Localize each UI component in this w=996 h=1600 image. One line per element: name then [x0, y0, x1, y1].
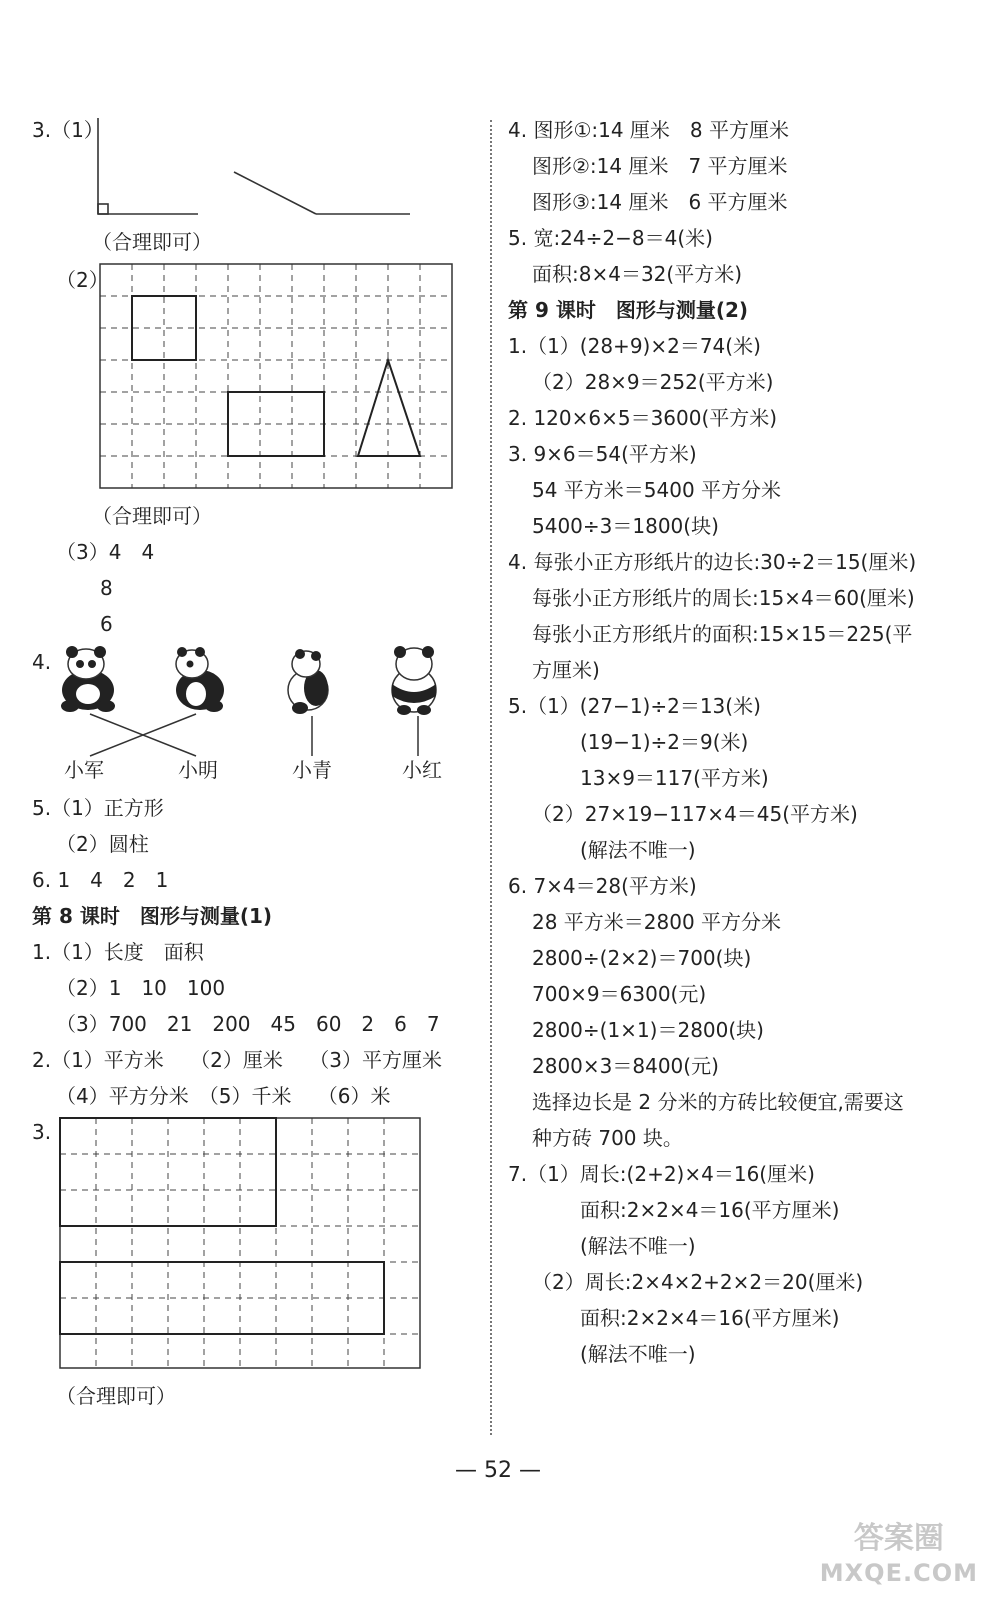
l8-2-1: 2.（1）平方米 （2）厘米 （3）平方厘米 [32, 1048, 442, 1072]
l9-4-2: 每张小正方形纸片的周长:15×4＝60(厘米) [532, 586, 915, 610]
lesson9-title: 第 9 课时 图形与测量(2) [508, 298, 749, 322]
r4-2: 图形②:14 厘米 7 平方厘米 [532, 154, 788, 178]
q3-note-b: （合理即可） [92, 504, 212, 528]
l9-4-3: 每张小正方形纸片的面积:15×15＝225(平 [532, 622, 913, 646]
l9-4-4: 方厘米) [532, 658, 600, 682]
name-xiaohong: 小红 [402, 758, 442, 782]
l9-5-2: (19−1)÷2＝9(米) [580, 730, 749, 754]
l9-6-6: 2800×3＝8400(元) [532, 1054, 719, 1078]
l9-6-2: 28 平方米＝2800 平方分米 [532, 910, 782, 934]
r5-1: 5. 宽:24÷2−8＝4(米) [508, 226, 713, 250]
q5-1: 5.（1）正方形 [32, 796, 164, 820]
column-divider [490, 120, 492, 1435]
q6: 6. 1 4 2 1 [32, 868, 169, 892]
l9-6-8: 种方砖 700 块。 [532, 1126, 683, 1150]
watermark [820, 1522, 978, 1590]
panda-icon [392, 646, 436, 715]
l9-6-1: 6. 7×4＝28(平方米) [508, 874, 697, 898]
rectangle-shape [228, 392, 324, 456]
l9-4-1: 4. 每张小正方形纸片的边长:30÷2＝15(厘米) [508, 550, 917, 574]
rectangle-b [60, 1262, 384, 1334]
l9-6-3: 2800÷(2×2)＝700(块) [532, 946, 752, 970]
l9-7-3: (解法不唯一) [580, 1234, 696, 1258]
q3-2-label: （2） [56, 268, 109, 292]
l9-7-6: (解法不唯一) [580, 1342, 696, 1366]
q4-label: 4. [32, 650, 52, 674]
l8-1-3: （3）700 21 200 45 60 2 6 7 [56, 1012, 440, 1036]
l9-3-1: 3. 9×6＝54(平方米) [508, 442, 697, 466]
l9-5-4: （2）27×19−117×4＝45(平方米) [532, 802, 858, 826]
l8-3-label: 3. [32, 1120, 52, 1144]
watermark-url: MXQE.COM [819, 1559, 978, 1587]
l8-3-note: （合理即可） [56, 1384, 176, 1408]
watermark-text: 答案圈 [853, 1521, 944, 1556]
l9-5-1: 5.（1）(27−1)÷2＝13(米) [508, 694, 761, 718]
l9-3-3: 5400÷3＝1800(块) [532, 514, 719, 538]
panda-icon [288, 649, 328, 714]
r4-1: 4. 图形①:14 厘米 8 平方厘米 [508, 118, 789, 142]
q3-3-line3: 6 [100, 612, 113, 636]
panda-icon [61, 646, 115, 712]
l8-1-2: （2）1 10 100 [56, 976, 226, 1000]
r5-2: 面积:8×4＝32(平方米) [532, 262, 742, 286]
l9-1-2: （2）28×9＝252(平方米) [532, 370, 774, 394]
q5-2: （2）圆柱 [56, 832, 149, 856]
l9-7-5: 面积:2×2×4＝16(平方厘米) [580, 1306, 840, 1330]
page-number: — 52 — [455, 1458, 541, 1483]
l9-5-5: (解法不唯一) [580, 838, 696, 862]
q3-note-a: （合理即可） [92, 230, 212, 254]
rectangle-a [60, 1118, 276, 1226]
l9-6-5: 2800÷(1×1)＝2800(块) [532, 1018, 764, 1042]
q3-3-line1: （3）4 4 [56, 540, 155, 564]
l9-6-4: 700×9＝6300(元) [532, 982, 707, 1006]
l9-7-1: 7.（1）周长:(2+2)×4＝16(厘米) [508, 1162, 815, 1186]
lesson8-title: 第 8 课时 图形与测量(1) [32, 904, 273, 928]
q3-1-label: 3.（1） [32, 118, 104, 142]
l8-1-1: 1.（1）长度 面积 [32, 940, 204, 964]
name-xiaoqing: 小青 [292, 758, 332, 782]
name-xiaojun: 小军 [64, 758, 104, 782]
q3-3-line2: 8 [100, 576, 113, 600]
l9-1-1: 1.（1）(28+9)×2＝74(米) [508, 334, 761, 358]
name-xiaoming: 小明 [178, 758, 218, 782]
r4-3: 图形③:14 厘米 6 平方厘米 [532, 190, 788, 214]
triangle-shape [358, 360, 420, 456]
panda-icon [176, 647, 224, 712]
l9-2: 2. 120×6×5＝3600(平方米) [508, 406, 778, 430]
l9-5-3: 13×9＝117(平方米) [580, 766, 769, 790]
l9-7-2: 面积:2×2×4＝16(平方厘米) [580, 1198, 840, 1222]
l8-2-2: （4）平方分米 （5）千米 （6）米 [56, 1084, 391, 1108]
l9-7-4: （2）周长:2×4×2+2×2＝20(厘米) [532, 1270, 864, 1294]
square-shape [132, 296, 196, 360]
l9-6-7: 选择边长是 2 分米的方砖比较便宜,需要这 [532, 1090, 904, 1114]
l9-3-2: 54 平方米＝5400 平方分米 [532, 478, 782, 502]
